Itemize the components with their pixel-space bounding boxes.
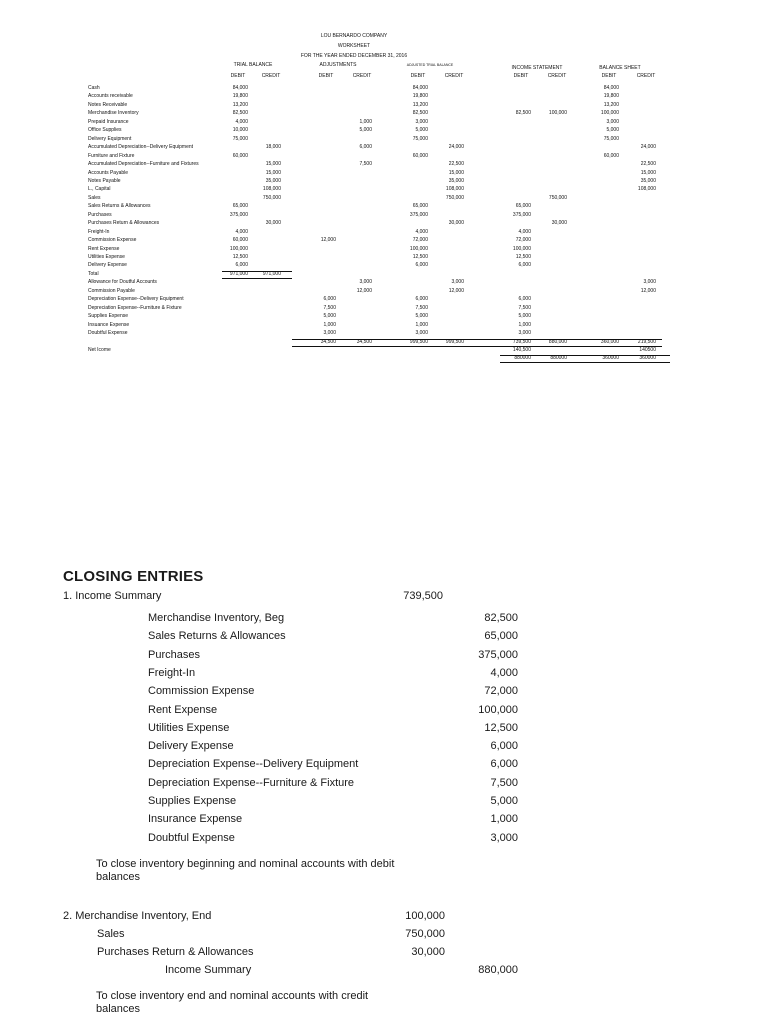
- col-debit-4: DEBIT: [601, 73, 617, 79]
- worksheet-cell: 739,500: [512, 338, 531, 345]
- worksheet-row-label: Accounts Payable: [88, 169, 129, 176]
- worksheet-cell: 1,000: [518, 321, 531, 328]
- worksheet-cell: 6,000: [415, 262, 428, 269]
- worksheet-cell: 6,000: [518, 296, 531, 303]
- worksheet-cell: 750,000: [548, 194, 567, 201]
- worksheet-row-label: Purchases Return & Allowances: [88, 220, 160, 227]
- worksheet-cell: 12,500: [515, 254, 531, 260]
- worksheet-cell: 19,800: [603, 93, 619, 100]
- entry1-amount: 5,000: [490, 795, 518, 807]
- entry1-head-amount: 739,500: [403, 590, 443, 602]
- worksheet-row-label: Notes Receivable: [88, 101, 128, 108]
- col-credit-1: CREDIT: [352, 73, 372, 79]
- worksheet-row-label: Office Supplies: [88, 127, 122, 134]
- entry1-account: Merchandise Inventory, Beg: [148, 612, 285, 624]
- worksheet-cell: 4,000: [235, 118, 248, 125]
- worksheet-cell: 880000: [550, 355, 567, 362]
- worksheet-cell: 84,000: [412, 85, 428, 91]
- worksheet-cell: 7,500: [518, 304, 531, 311]
- worksheet-cell: 5,000: [606, 127, 619, 134]
- worksheet-cell: 100,000: [409, 245, 428, 252]
- worksheet-cell: 7,500: [415, 304, 428, 311]
- worksheet-cell: 12,500: [232, 254, 248, 260]
- worksheet-cell: 12,000: [320, 237, 336, 244]
- worksheet-row-label: Insuance Expense: [88, 321, 130, 328]
- worksheet-row-label: Depreciation Expense--Furniture & Fixture: [88, 304, 182, 311]
- worksheet-cell: 3,000: [323, 330, 336, 337]
- worksheet-cell: 1,000: [359, 118, 372, 125]
- entry1-account: Delivery Expense: [148, 740, 234, 753]
- worksheet-row-label: L., Capital: [88, 186, 111, 193]
- worksheet-cell: 24,000: [448, 144, 464, 151]
- worksheet-cell: 100,000: [600, 110, 619, 117]
- worksheet-cell: 75,000: [232, 135, 248, 142]
- entry1-amount: 100,000: [478, 703, 518, 716]
- worksheet-cell: 60,000: [232, 237, 248, 244]
- worksheet-cell: 19,800: [232, 93, 248, 100]
- entry1-amount: 82,500: [484, 612, 518, 624]
- group-trial-balance: TRIAL BALANCE: [233, 62, 273, 68]
- entry1-account: Supplies Expense: [148, 795, 237, 807]
- total-rule: [292, 346, 662, 347]
- worksheet-row-label: Supplies Expense: [88, 313, 129, 320]
- entry2-debit-account: 2. Merchandise Inventory, End: [63, 910, 212, 922]
- entry1-account: Doubtful Expense: [148, 831, 235, 844]
- col-credit-2: CREDIT: [444, 73, 464, 79]
- worksheet-row-label: Merchandise Inventory: [88, 110, 139, 117]
- entry1-amount: 7,500: [490, 776, 518, 789]
- worksheet-cell: 5,000: [359, 127, 372, 134]
- worksheet-cell: 30,000: [265, 220, 281, 227]
- worksheet-cell: 6,000: [323, 296, 336, 303]
- worksheet-row-label: Total: [88, 270, 99, 277]
- worksheet-cell: 7,500: [359, 161, 372, 168]
- worksheet-row-label: Prepaid Insurance: [88, 118, 129, 125]
- worksheet-cell: 6,000: [359, 144, 372, 151]
- worksheet-cell: 15,000: [265, 161, 281, 168]
- closing-entries: [0, 540, 768, 1024]
- worksheet-row-label: Commission Payable: [88, 287, 135, 294]
- worksheet-cell: 65,000: [515, 203, 531, 210]
- worksheet-cell: 84,000: [603, 85, 619, 91]
- group-adjustments: ADJUSTMENTS: [319, 62, 357, 68]
- worksheet-cell: 12,500: [412, 254, 428, 260]
- group-income-statement: INCOME STATEMENT: [511, 65, 563, 71]
- worksheet-cell: 72,000: [412, 237, 428, 244]
- worksheet-cell: 60,000: [603, 152, 619, 159]
- worksheet-row-label: Accounts receivable: [88, 93, 133, 100]
- worksheet-cell: 3,000: [643, 279, 656, 286]
- worksheet-cell: 3,000: [415, 330, 428, 337]
- worksheet-cell: 82,500: [232, 110, 248, 117]
- worksheet-cell: 75,000: [603, 135, 619, 142]
- entry1-account: Purchases: [148, 648, 200, 661]
- entry1-account: Sales Returns & Allowances: [148, 630, 286, 643]
- worksheet-cell: 35,000: [448, 177, 464, 184]
- entry1-amount: 72,000: [484, 685, 518, 698]
- worksheet-row-label: Sales: [88, 194, 101, 201]
- worksheet-row-label: Sales Returns & Allowances: [88, 203, 151, 210]
- worksheet-cell: 4,000: [235, 228, 248, 235]
- worksheet-cell: 971,000: [262, 270, 281, 277]
- company-name: LOU BERNARDO COMPANY: [320, 33, 388, 39]
- worksheet-cell: 82,500: [412, 110, 428, 117]
- worksheet-cell: 12,000: [356, 287, 372, 294]
- entry2-note: To close inventory end and nominal accounts with credit balances: [96, 990, 369, 1015]
- worksheet-cell: 3,000: [415, 118, 428, 125]
- total-rule: [222, 271, 292, 272]
- worksheet-cell: 72,000: [515, 237, 531, 244]
- entry1-note: To close inventory beginning and nominal accounts with debit balances: [96, 858, 395, 883]
- worksheet-cell: 35,000: [640, 177, 656, 184]
- worksheet-cell: 5,000: [323, 313, 336, 320]
- worksheet-row-label: Commission Expense: [88, 237, 137, 244]
- worksheet-cell: 60,000: [232, 152, 248, 159]
- worksheet-cell: 10,000: [232, 127, 248, 134]
- entry2-debit-amount: 30,000: [411, 946, 445, 958]
- group-balance-sheet: BALANCE SHEET: [599, 65, 641, 71]
- col-credit-0: CREDIT: [261, 73, 281, 79]
- entry1-amount: 6,000: [490, 740, 518, 753]
- entry2-credit-account: Income Summary: [165, 964, 252, 976]
- worksheet-row-label: Depreciation Expense--Delivery Equipment: [88, 296, 184, 303]
- entry1-amount: 3,000: [490, 831, 518, 844]
- worksheet-cell: 19,800: [412, 93, 428, 100]
- worksheet-cell: 3,000: [359, 279, 372, 286]
- worksheet-cell: 108,000: [262, 186, 281, 193]
- entry1-account: Insurance Expense: [148, 813, 243, 826]
- worksheet-cell: 5,000: [415, 127, 428, 134]
- worksheet-period: FOR THE YEAR ENDED DECEMBER 31, 2016: [300, 53, 408, 59]
- worksheet-cell: 15,000: [265, 169, 281, 176]
- worksheet-cell: 15,000: [640, 169, 656, 176]
- worksheet-cell: 108,000: [637, 186, 656, 193]
- worksheet-row-label: Allowance for Doutful Accounts: [88, 279, 157, 286]
- worksheet-cell: 5,000: [518, 313, 531, 320]
- entry1-amount: 12,500: [484, 721, 518, 734]
- entry1-account: Depreciation Expense--Furniture & Fixture: [148, 776, 355, 789]
- worksheet-cell: 34,500: [320, 338, 336, 345]
- entry1-amount: 65,000: [484, 630, 518, 643]
- worksheet-row-label: Notes Payable: [88, 177, 121, 184]
- entry1-account: Utilities Expense: [148, 721, 230, 734]
- worksheet-cell: 140,500: [512, 346, 531, 353]
- worksheet-cell: 108,000: [445, 186, 464, 193]
- worksheet-cell: 13,200: [412, 101, 428, 108]
- col-credit-3: CREDIT: [547, 73, 567, 79]
- entry1-account: Rent Expense: [148, 703, 218, 716]
- worksheet-cell: 84,000: [232, 85, 248, 91]
- worksheet-cell: 13,200: [603, 101, 619, 108]
- worksheet-cell: 18,000: [265, 144, 281, 151]
- worksheet-cell: 360000: [602, 355, 619, 362]
- worksheet-cell: 880,000: [548, 338, 567, 345]
- worksheet-cell: 971,000: [229, 270, 248, 277]
- entry1-amount: 4,000: [490, 666, 518, 679]
- total-rule: [500, 362, 670, 363]
- worksheet-row-label: Accumulated Depreciation--Furniture and Fixtures: [88, 161, 199, 168]
- worksheet-title: WORKSHEET: [337, 43, 371, 49]
- worksheet-cell: 3,000: [518, 330, 531, 337]
- worksheet-row-label: Utilities Expense: [88, 254, 125, 260]
- col-debit-0: DEBIT: [230, 73, 246, 79]
- worksheet-cell: 140500: [639, 346, 656, 353]
- worksheet-cell: 6,000: [235, 262, 248, 269]
- total-rule: [222, 278, 292, 279]
- worksheet-cell: 65,000: [232, 203, 248, 210]
- worksheet-row-label: Rent Expense: [88, 245, 120, 252]
- worksheet-row-label: Cash: [88, 85, 100, 91]
- worksheet-cell: 750,000: [445, 194, 464, 201]
- group-adjusted-trial-balance: ADJUSTED TRIAL BALANCE: [406, 63, 454, 67]
- worksheet-cell: 75,000: [412, 135, 428, 142]
- worksheet-cell: 100,000: [548, 110, 567, 117]
- col-credit-4: CREDIT: [636, 73, 656, 79]
- entry1-account: Depreciation Expense--Delivery Equipment: [148, 758, 359, 771]
- entry2-credit-amount: 880,000: [478, 964, 518, 976]
- worksheet-cell: 999,500: [409, 338, 428, 345]
- worksheet-cell: 6,000: [415, 296, 428, 303]
- worksheet-cell: 22,500: [640, 161, 656, 168]
- worksheet-cell: 12,000: [448, 287, 464, 294]
- worksheet-cell: 13,200: [232, 101, 248, 108]
- closing-title: CLOSING ENTRIES: [63, 568, 204, 585]
- worksheet-cell: 34,500: [356, 338, 372, 345]
- entry2-debit-amount: 750,000: [405, 928, 445, 940]
- worksheet-row-label: Furniture and Fixture: [88, 152, 135, 159]
- worksheet-cell: 4,000: [415, 228, 428, 235]
- col-debit-1: DEBIT: [318, 73, 334, 79]
- total-rule: [500, 355, 670, 356]
- worksheet-cell: 999,500: [445, 338, 464, 345]
- entry2-debit-account: Sales: [97, 928, 125, 940]
- worksheet-cell: 100,000: [512, 245, 531, 252]
- worksheet-row-label: Doubtful Expense: [88, 330, 128, 337]
- worksheet-cell: 880000: [514, 355, 531, 362]
- worksheet-cell: 82,500: [515, 110, 531, 117]
- worksheet-row-label: Freight-In: [88, 228, 110, 235]
- worksheet-cell: 30,000: [551, 220, 567, 227]
- worksheet-cell: 375,000: [512, 211, 531, 218]
- worksheet-cell: 375,000: [229, 211, 248, 218]
- worksheet-cell: 360,000: [600, 338, 619, 345]
- col-debit-3: DEBIT: [513, 73, 529, 79]
- col-debit-2: DEBIT: [410, 73, 426, 79]
- entry1-amount: 1,000: [490, 813, 518, 826]
- worksheet-row-label: Net Icome: [88, 346, 111, 353]
- entry1-account: Freight-In: [148, 666, 196, 679]
- worksheet-cell: 12,000: [640, 287, 656, 294]
- worksheet-row-label: Accumulated Depreciation--Delivery Equipment: [88, 144, 194, 151]
- worksheet-row-label: Purchases: [88, 211, 112, 218]
- worksheet-cell: 375,000: [409, 211, 428, 218]
- total-rule: [292, 339, 662, 340]
- worksheet-cell: 15,000: [448, 169, 464, 176]
- entry1-amount: 375,000: [478, 648, 518, 661]
- worksheet-row-label: Delivery Expense: [88, 262, 127, 269]
- entry1-amount: 6,000: [490, 758, 518, 771]
- worksheet-cell: 65,000: [412, 203, 428, 210]
- worksheet-cell: 60,000: [412, 152, 428, 159]
- entry1-account: Commission Expense: [148, 685, 255, 698]
- worksheet-row-label: Delivery Equipment: [88, 135, 132, 142]
- worksheet-cell: 4,000: [518, 228, 531, 235]
- worksheet-cell: 3,000: [451, 279, 464, 286]
- worksheet-cell: 750,000: [262, 194, 281, 201]
- worksheet-cell: 1,000: [415, 321, 428, 328]
- entry2-debit-account: Purchases Return & Allowances: [97, 946, 254, 958]
- entry2-debit-amount: 100,000: [405, 910, 445, 922]
- worksheet-cell: 219,500: [637, 338, 656, 345]
- worksheet-cell: 1,000: [323, 321, 336, 328]
- worksheet-cell: 24,000: [640, 144, 656, 151]
- worksheet-cell: 6,000: [518, 262, 531, 269]
- entry1-head: 1. Income Summary: [63, 590, 162, 602]
- worksheet-cell: 22,500: [448, 161, 464, 168]
- worksheet-cell: 7,500: [323, 304, 336, 311]
- worksheet-cell: 100,000: [229, 245, 248, 252]
- worksheet-cell: 3,000: [606, 118, 619, 125]
- worksheet-cell: 35,000: [265, 177, 281, 184]
- worksheet-cell: 360000: [639, 355, 656, 362]
- worksheet-cell: 5,000: [415, 313, 428, 320]
- worksheet-cell: 30,000: [448, 220, 464, 227]
